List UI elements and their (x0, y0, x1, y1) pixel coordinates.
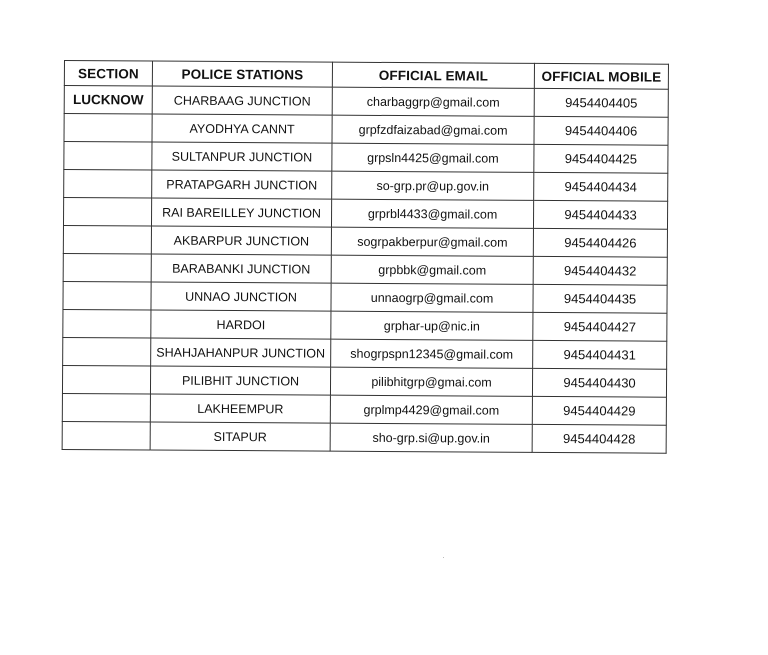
scan-speck (443, 557, 444, 558)
mobile-cell: 9454404428 (532, 424, 666, 453)
section-cell (63, 198, 151, 227)
table-row (63, 253, 667, 285)
email-cell: grpbbk@gmail.com (331, 255, 533, 284)
email-cell: grpsln4425@gmail.com (332, 143, 534, 172)
table-body (62, 86, 668, 454)
table-container (62, 60, 668, 454)
email-cell: sho-grp.si@up.gov.in (330, 423, 532, 452)
mobile-cell: 9454404425 (534, 144, 668, 173)
police-station-cell: LAKHEEMPUR (150, 394, 330, 423)
email-cell: pilibhitgrp@gmai.com (330, 367, 532, 396)
table-header-row (64, 61, 668, 90)
mobile-cell: 9454404434 (534, 172, 668, 201)
section-cell (62, 393, 150, 422)
table-row (63, 337, 667, 369)
police-station-cell: UNNAO JUNCTION (151, 282, 331, 311)
police-station-cell: SITAPUR (150, 422, 330, 451)
police-stations-table (62, 60, 669, 454)
police-station-cell: SULTANPUR JUNCTION (152, 142, 332, 171)
section-cell (63, 225, 151, 254)
email-cell: so-grp.pr@up.gov.in (332, 171, 534, 200)
header-police-stations: POLICE STATIONS (152, 61, 332, 87)
table-row (64, 86, 668, 118)
mobile-cell: 9454404431 (533, 340, 667, 369)
table-row (64, 170, 668, 202)
section-cell (62, 421, 150, 450)
police-station-cell: PRATAPGARH JUNCTION (152, 170, 332, 199)
table-row (64, 142, 668, 174)
mobile-cell: 9454404429 (532, 396, 666, 425)
section-cell (62, 365, 150, 394)
email-cell: shogrpspn12345@gmail.com (331, 339, 533, 368)
mobile-cell: 9454404433 (533, 200, 667, 229)
police-station-cell: AYODHYA CANNT (152, 114, 332, 143)
header-official-mobile: OFFICIAL MOBILE (534, 63, 668, 89)
police-station-cell: SHAHJAHANPUR JUNCTION (151, 338, 331, 367)
police-station-cell: RAI BAREILLEY JUNCTION (151, 198, 331, 227)
table-row (64, 114, 668, 146)
mobile-cell: 9454404435 (533, 284, 667, 313)
table-row (63, 225, 667, 257)
mobile-cell: 9454404406 (534, 116, 668, 145)
email-cell: grprbl4433@gmail.com (331, 199, 533, 228)
police-station-cell: AKBARPUR JUNCTION (151, 226, 331, 255)
police-station-cell: CHARBAAG JUNCTION (152, 86, 332, 115)
email-cell: grphar-up@nic.in (331, 311, 533, 340)
section-cell (63, 253, 151, 282)
section-cell: LUCKNOW (64, 86, 152, 115)
section-cell (63, 309, 151, 338)
mobile-cell: 9454404426 (533, 228, 667, 257)
table-row (63, 198, 667, 230)
mobile-cell: 9454404405 (534, 88, 668, 117)
police-station-cell: PILIBHIT JUNCTION (150, 366, 330, 395)
mobile-cell: 9454404432 (533, 256, 667, 285)
section-cell (63, 281, 151, 310)
table-row (62, 393, 666, 425)
police-station-cell: HARDOI (151, 310, 331, 339)
table-row (63, 309, 667, 341)
table-row (62, 421, 666, 453)
email-cell: sogrpakberpur@gmail.com (331, 227, 533, 256)
section-cell (64, 170, 152, 199)
header-official-email: OFFICIAL EMAIL (332, 62, 534, 88)
header-section: SECTION (64, 61, 152, 87)
email-cell: grplmp4429@gmail.com (330, 395, 532, 424)
mobile-cell: 9454404430 (532, 368, 666, 397)
section-cell (64, 114, 152, 143)
section-cell (63, 337, 151, 366)
email-cell: grpfzdfaizabad@gmai.com (332, 115, 534, 144)
table-row (63, 281, 667, 313)
email-cell: unnaogrp@gmail.com (331, 283, 533, 312)
mobile-cell: 9454404427 (533, 312, 667, 341)
police-station-cell: BARABANKI JUNCTION (151, 254, 331, 283)
section-cell (64, 142, 152, 171)
table-row (62, 365, 666, 397)
email-cell: charbaggrp@gmail.com (332, 87, 534, 116)
